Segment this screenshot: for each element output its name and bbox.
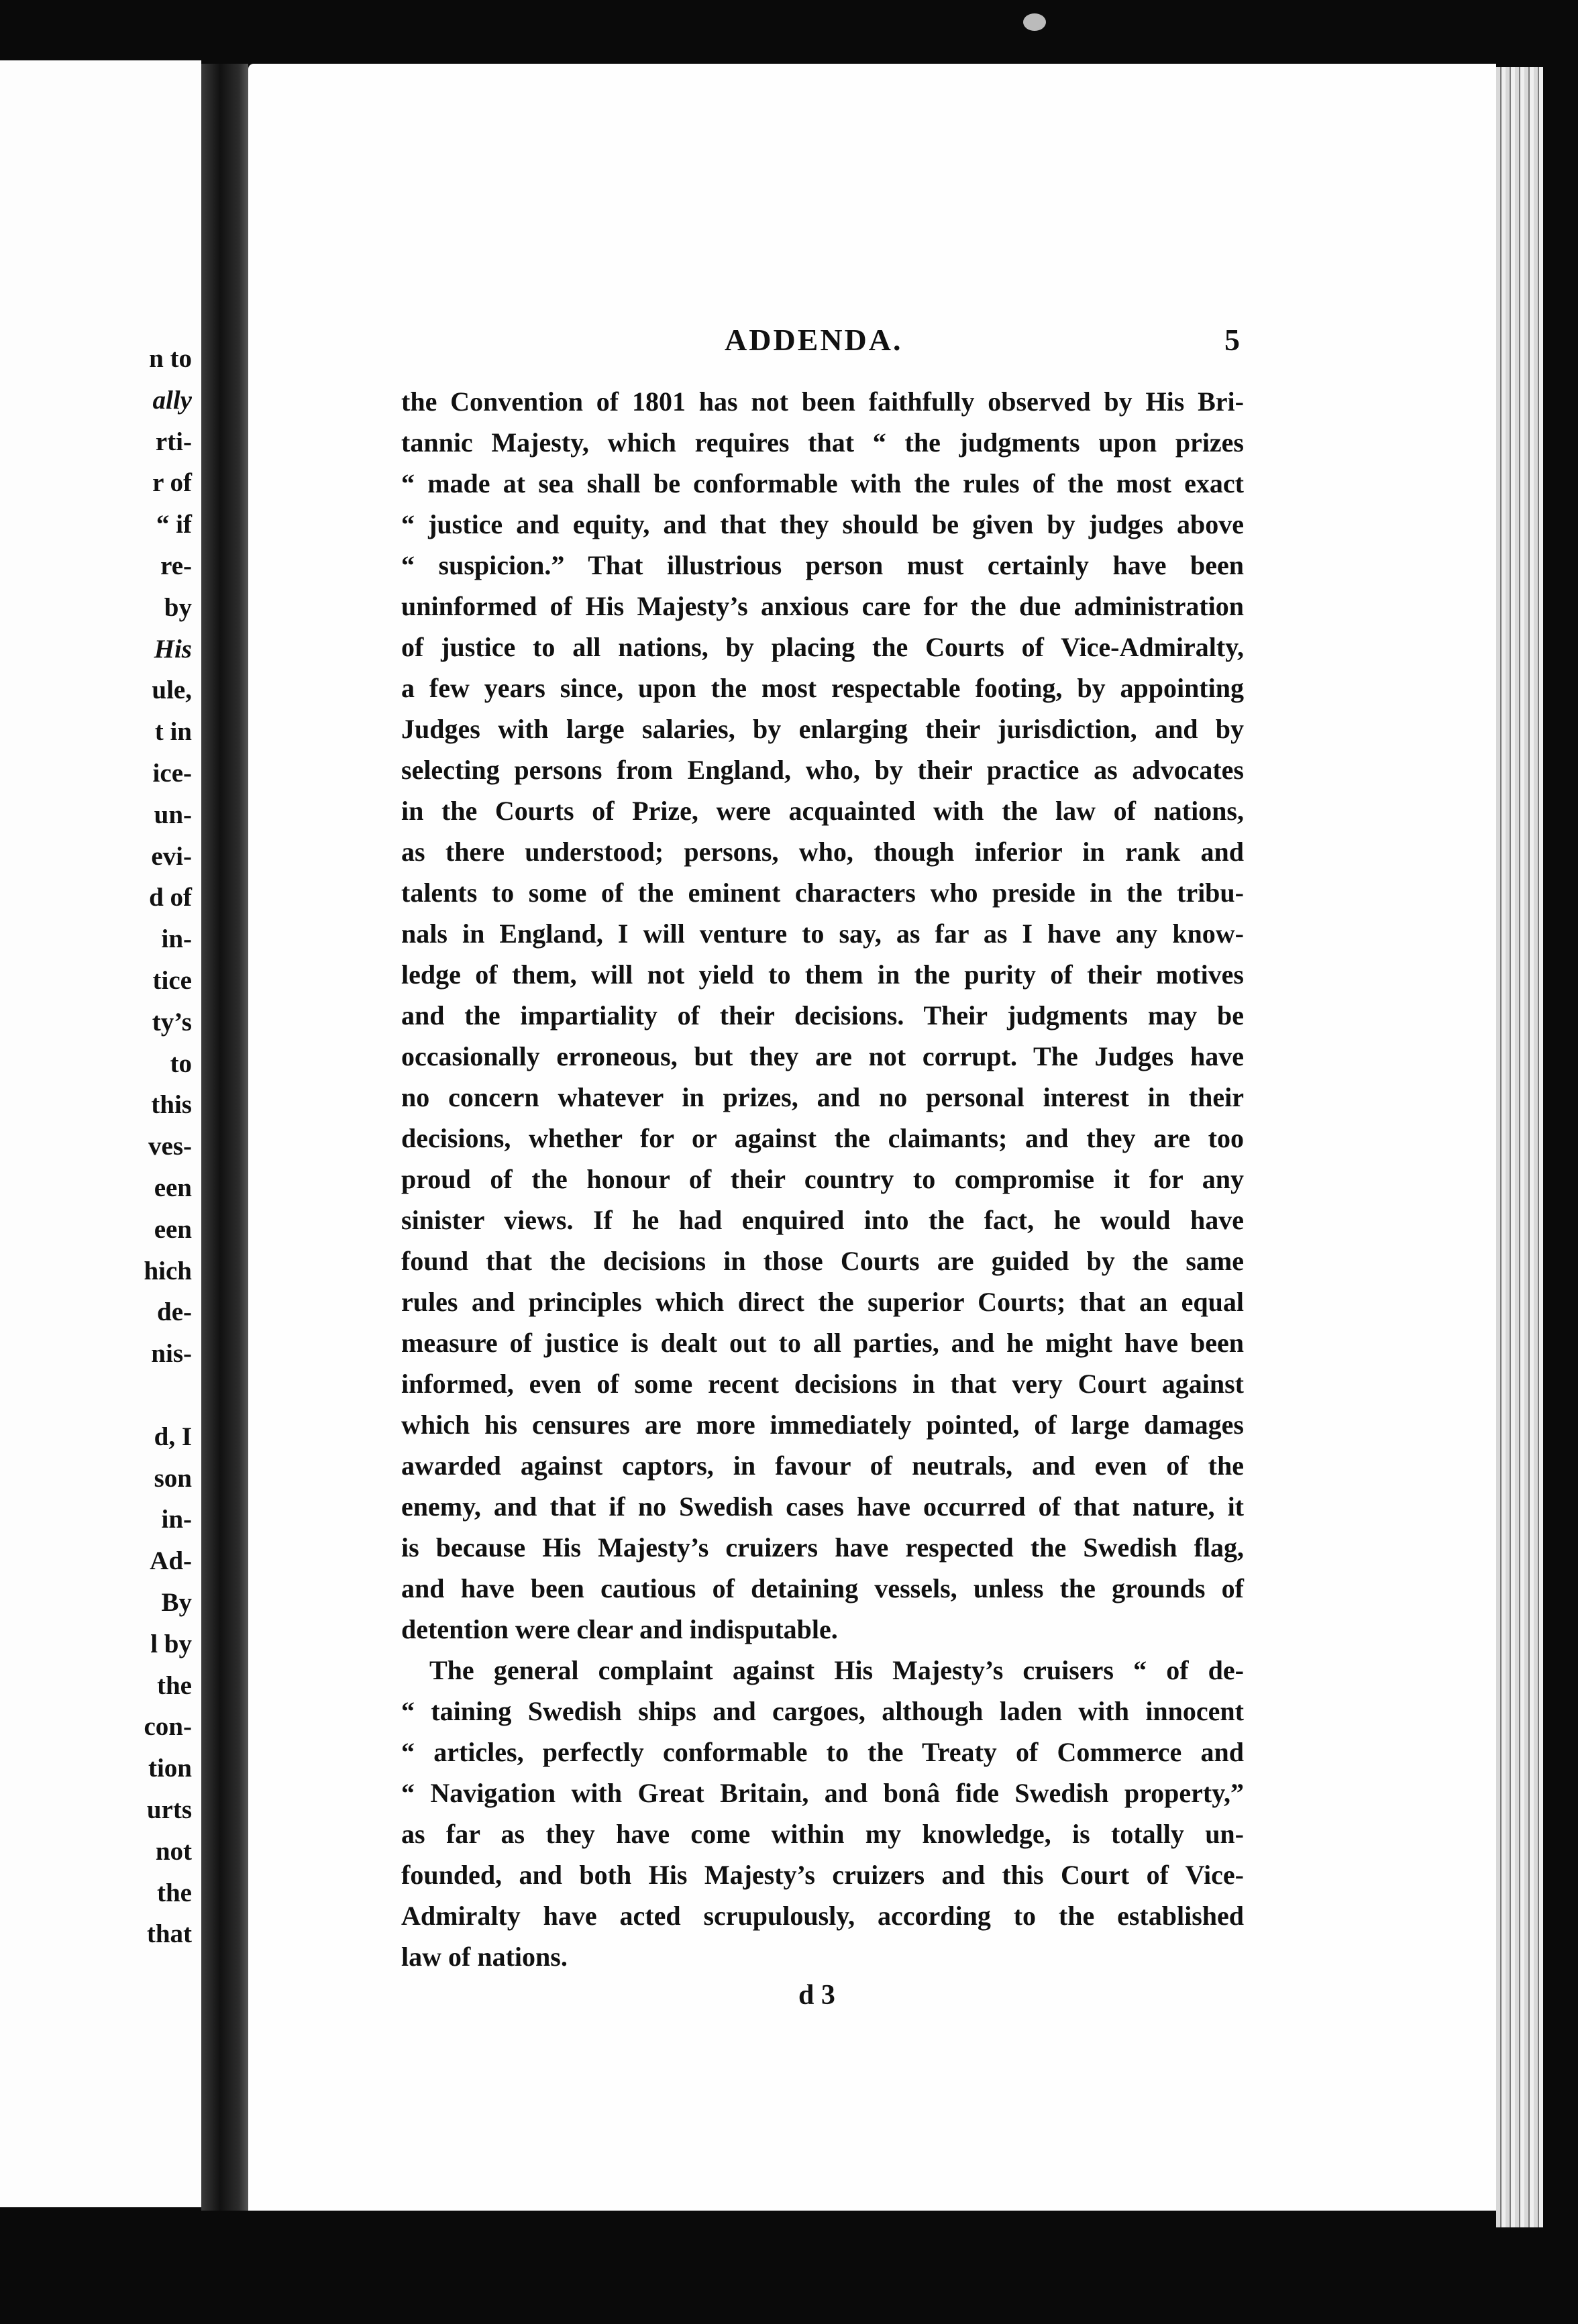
text-line: found that the decisions in those Courts are guided by the same bbox=[401, 1246, 1244, 1276]
left-page-line-fragment: een bbox=[154, 1173, 192, 1202]
left-page-line-fragment: re- bbox=[160, 551, 192, 580]
left-page-line-fragment: con- bbox=[144, 1712, 192, 1742]
book-gutter bbox=[201, 64, 248, 2211]
text-line: measure of justice is dealt out to all parties, and he might have been bbox=[401, 1328, 1244, 1358]
left-page-line-fragment: urts bbox=[146, 1795, 192, 1824]
text-line: uninformed of His Majesty’s anxious care for the due administration bbox=[401, 591, 1244, 621]
text-line: Judges with large salaries, by enlarging their jurisdiction, and by bbox=[401, 714, 1244, 744]
text-line: and the impartiality of their decisions. Their judgments may be bbox=[401, 1000, 1244, 1031]
text-line: “ justice and equity, and that they should be given by judges above bbox=[401, 509, 1244, 539]
text-line: sinister views. If he had enquired into the fact, he would have bbox=[401, 1205, 1244, 1235]
left-page-line-fragment: ves- bbox=[148, 1132, 192, 1161]
left-page-line-fragment: tion bbox=[148, 1754, 192, 1783]
text-line: occasionally erroneous, but they are not corrupt. The Judges have bbox=[401, 1041, 1244, 1071]
body-text bbox=[401, 381, 1244, 1977]
left-page-line-fragment: r of bbox=[152, 468, 192, 498]
text-line: as far as they have come within my knowledge, is totally un- bbox=[401, 1819, 1244, 1849]
left-page-line-fragment: hich bbox=[144, 1256, 192, 1285]
left-page-line-fragment: in- bbox=[161, 1505, 192, 1534]
left-page-line-fragment: un- bbox=[154, 800, 192, 829]
text-line: selecting persons from England, who, by their practice as advocates bbox=[401, 755, 1244, 785]
text-line: law of nations. bbox=[401, 1942, 568, 1972]
text-line: informed, even of some recent decisions in that very Court against bbox=[401, 1369, 1244, 1399]
text-line: founded, and both His Majesty’s cruizers and this Court of Vice- bbox=[401, 1860, 1244, 1890]
left-page-line-fragment: By bbox=[161, 1588, 192, 1617]
left-page-line-fragment: nis- bbox=[151, 1339, 192, 1369]
left-page-line-fragment: son bbox=[154, 1463, 192, 1493]
text-line: “ made at sea shall be conformable with the rules of the most exact bbox=[401, 468, 1244, 498]
left-page-line-fragment: evi- bbox=[151, 841, 192, 871]
text-line: and have been cautious of detaining vessels, unless the grounds of bbox=[401, 1573, 1244, 1603]
left-page-line-fragment: the bbox=[157, 1671, 192, 1700]
text-line: ledge of them, will not yield to them in the purity of their motives bbox=[401, 959, 1244, 990]
left-page-line-fragment: rti- bbox=[155, 427, 192, 456]
text-line: no concern whatever in prizes, and no personal interest in their bbox=[401, 1082, 1244, 1112]
left-page-line-fragment: ice- bbox=[152, 759, 192, 788]
left-page-line-fragment: that bbox=[146, 1919, 192, 1949]
library-stamp-mark bbox=[1023, 13, 1046, 31]
text-line: proud of the honour of their country to compromise it for any bbox=[401, 1164, 1244, 1194]
text-line: rules and principles which direct the superior Courts; that an equal bbox=[401, 1287, 1244, 1317]
text-line: decisions, whether for or against the claimants; and they are too bbox=[401, 1123, 1244, 1153]
text-line: detention were clear and indisputable. bbox=[401, 1614, 838, 1644]
left-page-line-fragment: n to bbox=[149, 344, 192, 373]
page-edges bbox=[1496, 67, 1543, 2227]
text-line: which his censures are more immediately pointed, of large damages bbox=[401, 1410, 1244, 1440]
text-line: as there understood; persons, who, though inferior in rank and bbox=[401, 837, 1244, 867]
left-page-line-fragment: d of bbox=[149, 883, 192, 912]
left-page-line-fragment: not bbox=[155, 1836, 192, 1866]
text-line: awarded against captors, in favour of neutrals, and even of the bbox=[401, 1450, 1244, 1481]
left-page-line-fragment: d, I bbox=[154, 1422, 192, 1451]
text-line: “ Navigation with Great Britain, and bonâ fide Swedish property,” bbox=[401, 1778, 1244, 1808]
text-line: is because His Majesty’s cruizers have respected the Swedish flag, bbox=[401, 1532, 1244, 1563]
text-line: talents to some of the eminent characters who preside in the tribu- bbox=[401, 878, 1244, 908]
left-page-line-fragment: by bbox=[164, 592, 192, 622]
running-head: ADDENDA. bbox=[725, 323, 903, 357]
text-line: Admiralty have acted scrupulously, according to the established bbox=[401, 1901, 1244, 1931]
left-page-line-fragment: tice bbox=[152, 966, 192, 995]
left-page-line-fragment: this bbox=[151, 1090, 192, 1120]
left-page-line-fragment: in- bbox=[161, 925, 192, 954]
left-page-line-fragment: Ad- bbox=[150, 1546, 192, 1576]
previous-page-fragment bbox=[0, 60, 201, 2207]
text-line: of justice to all nations, by placing the Courts of Vice-Admiralty, bbox=[401, 632, 1244, 662]
left-page-line-fragment: “ if bbox=[156, 510, 192, 539]
text-line: “ articles, perfectly conformable to the Treaty of Commerce and bbox=[401, 1737, 1244, 1767]
left-page-line-fragment: ty’s bbox=[152, 1007, 192, 1037]
left-page-line-fragment: His bbox=[154, 634, 192, 664]
left-page-line-fragment: l by bbox=[150, 1629, 192, 1658]
left-page-line-fragment: ally bbox=[152, 385, 192, 415]
left-page-line-fragment: een bbox=[154, 1214, 192, 1244]
text-line: tannic Majesty, which requires that “ the judgments upon prizes bbox=[401, 427, 1244, 458]
left-page-line-fragment: the bbox=[157, 1878, 192, 1907]
text-line: “ taining Swedish ships and cargoes, although laden with innocent bbox=[401, 1696, 1244, 1726]
left-page-line-fragment: de- bbox=[157, 1298, 192, 1327]
text-line: a few years since, upon the most respectable footing, by appointing bbox=[401, 673, 1244, 703]
left-page-line-fragment: to bbox=[170, 1049, 192, 1078]
left-page-line-fragment: ule, bbox=[152, 676, 192, 705]
text-line: The general complaint against His Majesty’s cruisers “ of de- bbox=[429, 1655, 1244, 1685]
text-line: in the Courts of Prize, were acquainted with the law of nations, bbox=[401, 796, 1244, 826]
text-line: “ suspicion.” That illustrious person must certainly have been bbox=[401, 550, 1244, 580]
signature-mark: d 3 bbox=[798, 1980, 835, 2011]
page-number: 5 bbox=[1224, 323, 1240, 357]
left-page-line-fragment: t in bbox=[154, 717, 192, 747]
text-line: enemy, and that if no Swedish cases have occurred of that nature, it bbox=[401, 1491, 1244, 1522]
text-line: the Convention of 1801 has not been faithfully observed by His Bri- bbox=[401, 386, 1244, 417]
text-line: nals in England, I will venture to say, as far as I have any know- bbox=[401, 918, 1244, 949]
